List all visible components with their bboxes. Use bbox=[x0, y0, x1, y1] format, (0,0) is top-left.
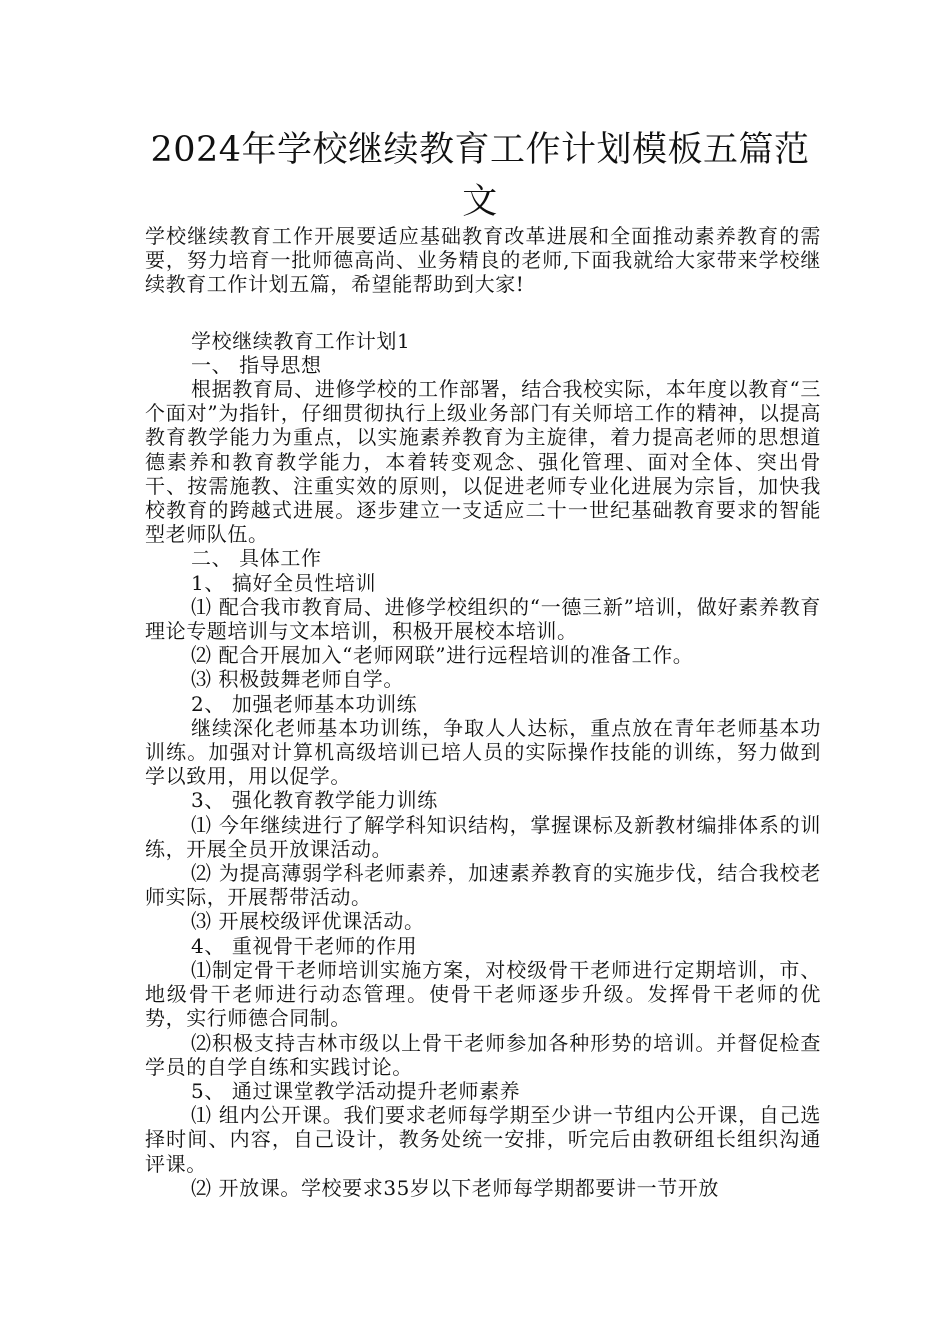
subsection-heading: 5、 通过课堂教学活动提升老师素养 bbox=[191, 1078, 521, 1103]
list-item: ⑵ 开放课。学校要求35岁以下老师每学期都要讲一节开放 bbox=[191, 1175, 720, 1200]
list-item: ⑴ 配合我市教育局、进修学校组织的“一德三新”培训，做好素养教育理论专题培训与文本培训，积极开展校本培训。 bbox=[145, 594, 821, 644]
list-item: ⑶ 积极鼓舞老师自学。 bbox=[191, 667, 404, 692]
list-item: ⑴制定骨干老师培训实施方案，对校级骨干老师进行定期培训，市、地级骨干老师进行动态管理。使骨干老师逐步升级。发挥骨干老师的优势，实行师德合同制。 bbox=[145, 957, 821, 1031]
subsection-heading: 1、 搞好全员性培训 bbox=[191, 570, 377, 595]
list-item: ⑵ 配合开展加入“老师网联”进行远程培训的准备工作。 bbox=[191, 643, 694, 668]
plan-heading: 学校继续教育工作计划1 bbox=[191, 328, 411, 353]
body-paragraph: 根据教育局、进修学校的工作部署，结合我校实际，本年度以教育“三个面对”为指针，仔细贯彻执行上级业务部门有关师培工作的精神，以提高教育教学能力为重点，以实施素养教育为主旋律，着力提高老师的思想道德素养和教育教学能力，本着转变观念、强化管理、面对全体、突出骨干、按需施教、注重实效的原则，以促进老师专业化进展为宗旨，加快我校教育的跨越式进展。逐步建立一支适应二十一世纪基础教育要求的智能型老师队伍。 bbox=[145, 377, 821, 547]
subsection-heading: 3、 强化教育教学能力训练 bbox=[191, 788, 438, 813]
list-item: ⑶ 开展校级评优课活动。 bbox=[191, 909, 425, 934]
section-heading-guiding-thought: 一、 指导思想 bbox=[191, 352, 322, 377]
subsection-heading: 2、 加强老师基本功训练 bbox=[191, 691, 418, 716]
body-paragraph: 继续深化老师基本功训练，争取人人达标，重点放在青年老师基本功训练。加强对计算机高级培训已培人员的实际操作技能的训练，努力做到学以致用，用以促学。 bbox=[145, 715, 821, 789]
subsection-heading: 4、 重视骨干老师的作用 bbox=[191, 933, 418, 958]
section-heading-specific-work: 二、 具体工作 bbox=[191, 546, 322, 571]
list-item: ⑵积极支持吉林市级以上骨干老师参加各种形势的培训。并督促检查学员的自学自练和实践讨论。 bbox=[145, 1030, 821, 1079]
list-item: ⑴ 组内公开课。我们要求老师每学期至少讲一节组内公开课，自己选择时间、内容，自己设计，教务处统一安排，听完后由教研组长组织沟通评课。 bbox=[145, 1103, 821, 1176]
list-item: ⑵ 为提高薄弱学科老师素养，加速素养教育的实施步伐，结合我校老师实际，开展帮带活动。 bbox=[145, 861, 821, 910]
intro-paragraph: 学校继续教育工作开展要适应基础教育改革进展和全面推动素养教育的需要，努力培育一批师德高尚、业务精良的老师,下面我就给大家带来学校继续教育工作计划五篇，希望能帮助到大家! bbox=[145, 224, 821, 297]
list-item: ⑴ 今年继续进行了解学科知识结构，掌握课标及新教材编排体系的训练，开展全员开放课活动。 bbox=[145, 812, 821, 861]
document-title: 2024年学校继续教育工作计划模板五篇范文 bbox=[150, 130, 810, 222]
document-body bbox=[145, 224, 821, 1200]
